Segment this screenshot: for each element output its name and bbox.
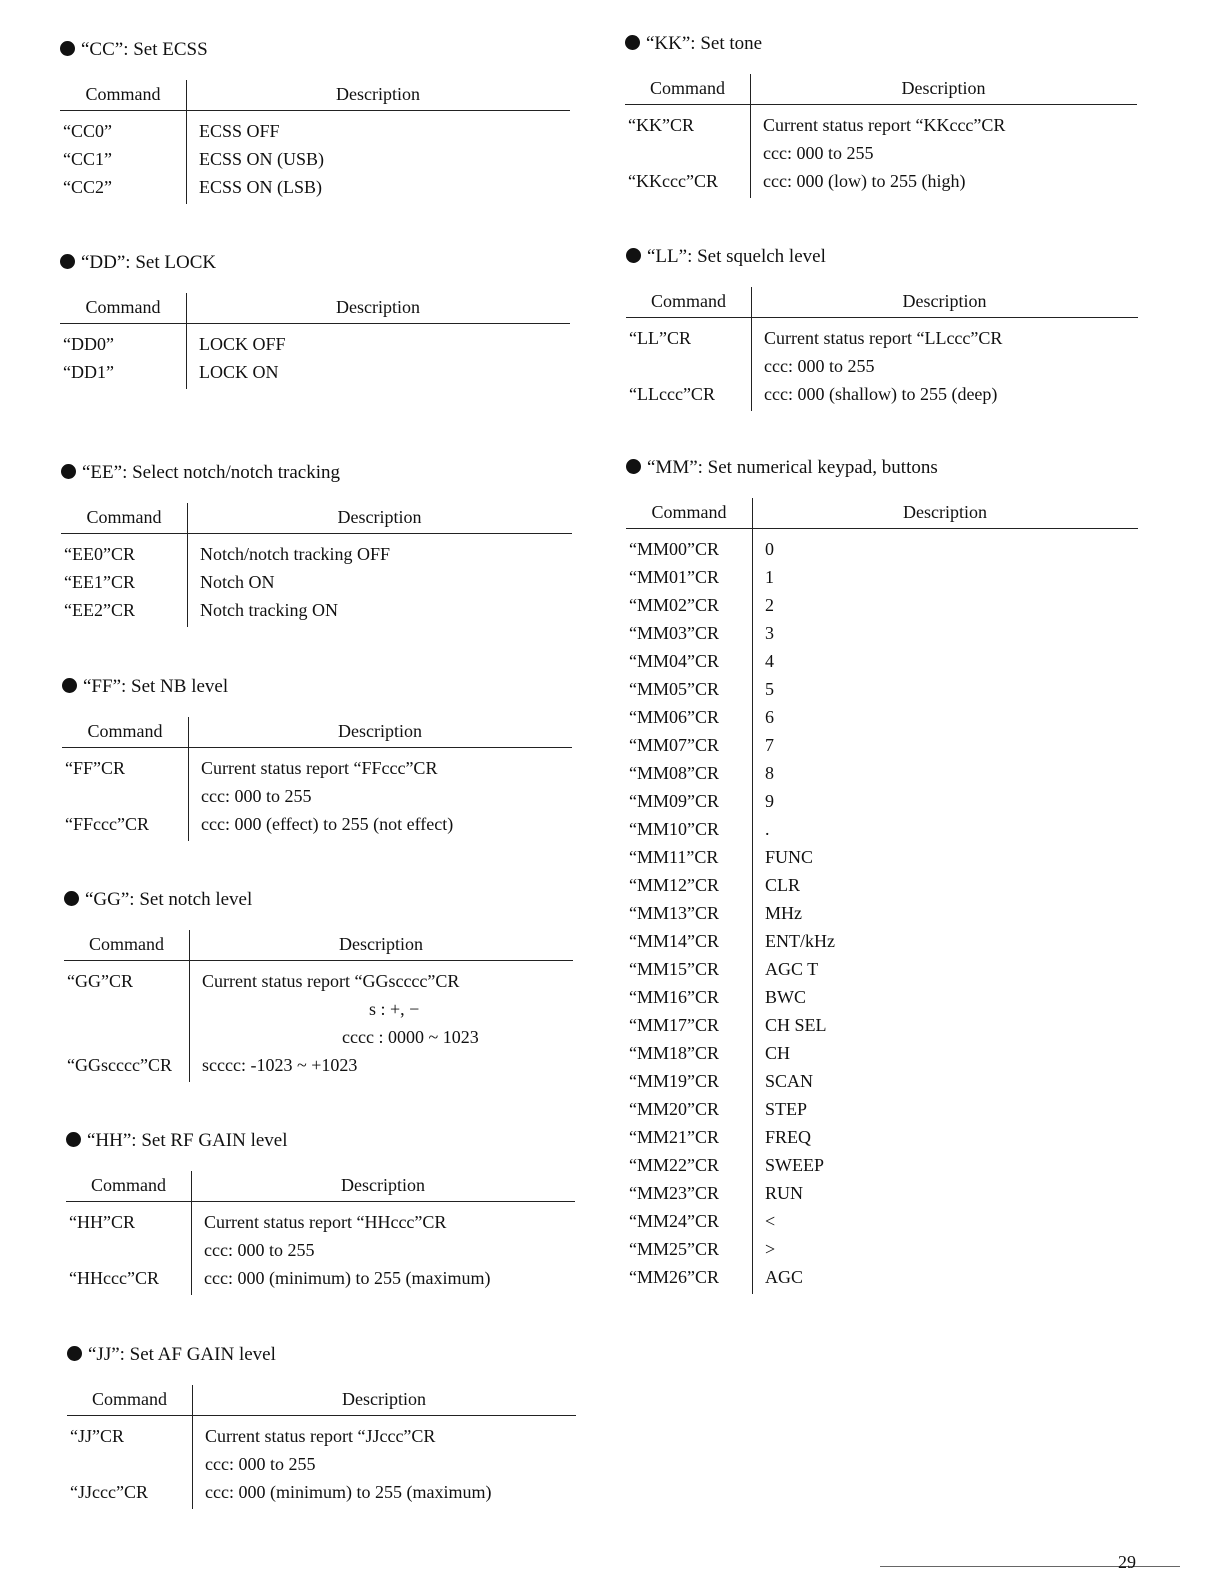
table-row bbox=[64, 1023, 573, 1051]
table-row bbox=[64, 967, 573, 995]
section-mm bbox=[626, 454, 1138, 1291]
command-cell: “JJccc”CR bbox=[70, 1482, 148, 1502]
command-cell: “MM17”CR bbox=[629, 1015, 719, 1035]
table-row bbox=[626, 1095, 1138, 1123]
table-row bbox=[625, 167, 1137, 195]
description-cell: Notch tracking ON bbox=[200, 600, 338, 620]
description-cell: 7 bbox=[765, 735, 774, 755]
bullet-icon bbox=[67, 1346, 82, 1361]
table-header bbox=[60, 293, 570, 324]
table-row bbox=[626, 955, 1138, 983]
page-number: 29 bbox=[1118, 1552, 1136, 1572]
column-header-command: Command bbox=[87, 721, 163, 741]
command-table bbox=[60, 80, 570, 201]
table-row bbox=[625, 111, 1137, 139]
command-cell: “MM00”CR bbox=[629, 539, 719, 559]
table-row bbox=[66, 1208, 575, 1236]
command-table bbox=[626, 498, 1138, 1291]
description-cell: 1 bbox=[765, 567, 774, 587]
description-cell: cccc : 0000 ~ 1023 bbox=[342, 1027, 479, 1047]
command-table bbox=[625, 74, 1137, 195]
command-cell: “MM04”CR bbox=[629, 651, 719, 671]
section-heading bbox=[60, 36, 570, 64]
description-cell: STEP bbox=[765, 1099, 808, 1119]
table-row bbox=[626, 324, 1138, 352]
description-cell: SWEEP bbox=[765, 1155, 825, 1175]
column-divider bbox=[192, 1385, 193, 1509]
command-cell: “GG”CR bbox=[67, 971, 133, 991]
column-divider bbox=[186, 80, 187, 204]
description-cell: RUN bbox=[765, 1183, 804, 1203]
column-divider bbox=[191, 1171, 192, 1295]
command-cell: “MM01”CR bbox=[629, 567, 719, 587]
command-table bbox=[66, 1171, 575, 1292]
description-cell: Notch/notch tracking OFF bbox=[200, 544, 390, 564]
section-heading-text: “FF”: Set NB level bbox=[83, 676, 229, 697]
column-divider bbox=[752, 498, 753, 1294]
bullet-icon bbox=[60, 254, 75, 269]
table-row bbox=[626, 1039, 1138, 1067]
table-row bbox=[62, 810, 572, 838]
table-row bbox=[626, 1067, 1138, 1095]
table-row bbox=[626, 843, 1138, 871]
section-heading-text: “GG”: Set notch level bbox=[85, 889, 253, 910]
section-heading bbox=[625, 30, 1137, 58]
table-row bbox=[626, 899, 1138, 927]
table-row bbox=[67, 1478, 576, 1506]
command-cell: “JJ”CR bbox=[70, 1426, 124, 1446]
command-cell: “MM12”CR bbox=[629, 875, 719, 895]
command-cell: “MM11”CR bbox=[629, 847, 719, 867]
table-body bbox=[625, 105, 1137, 195]
section-kk bbox=[625, 30, 1137, 195]
section-heading bbox=[67, 1341, 576, 1369]
section-heading-text: “EE”: Select notch/notch tracking bbox=[82, 462, 340, 483]
description-cell: ECSS ON (USB) bbox=[199, 149, 325, 169]
table-body bbox=[60, 324, 570, 386]
description-cell: ccc: 000 to 255 bbox=[763, 143, 874, 163]
command-cell: “DD0” bbox=[63, 334, 114, 354]
description-cell: AGC T bbox=[765, 959, 819, 979]
command-cell: “CC1” bbox=[63, 149, 112, 169]
description-cell: ccc: 000 to 255 bbox=[205, 1454, 316, 1474]
description-cell: Current status report “GGscccc”CR bbox=[202, 971, 460, 991]
table-row bbox=[626, 927, 1138, 955]
table-row bbox=[61, 568, 572, 596]
command-cell: “EE2”CR bbox=[64, 600, 135, 620]
section-heading bbox=[626, 454, 1138, 482]
description-cell: FUNC bbox=[765, 847, 814, 867]
description-cell: MHz bbox=[765, 903, 802, 923]
section-ff bbox=[62, 673, 572, 838]
section-heading-text: “CC”: Set ECSS bbox=[81, 39, 208, 60]
command-cell: “MM14”CR bbox=[629, 931, 719, 951]
table-row bbox=[626, 591, 1138, 619]
table-body bbox=[626, 318, 1138, 408]
description-cell: ccc: 000 (effect) to 255 (not effect) bbox=[201, 814, 454, 834]
table-row bbox=[62, 782, 572, 810]
table-header bbox=[60, 80, 570, 111]
description-cell: . bbox=[765, 819, 770, 839]
command-cell: “MM05”CR bbox=[629, 679, 719, 699]
bullet-icon bbox=[62, 678, 77, 693]
table-header bbox=[67, 1385, 576, 1416]
table-row bbox=[67, 1450, 576, 1478]
table-body bbox=[626, 529, 1138, 1291]
column-header-description: Description bbox=[903, 502, 987, 522]
table-header bbox=[62, 717, 572, 748]
command-cell: “HH”CR bbox=[69, 1212, 135, 1232]
column-divider bbox=[189, 930, 190, 1082]
section-heading-text: “MM”: Set numerical keypad, buttons bbox=[647, 457, 938, 478]
section-jj bbox=[67, 1341, 576, 1506]
description-cell: 9 bbox=[765, 791, 774, 811]
table-header bbox=[625, 74, 1137, 105]
table-row bbox=[626, 871, 1138, 899]
table-header bbox=[626, 287, 1138, 318]
section-heading bbox=[626, 243, 1138, 271]
command-cell: “MM25”CR bbox=[629, 1239, 719, 1259]
table-row bbox=[64, 995, 573, 1023]
command-cell: “KK”CR bbox=[628, 115, 694, 135]
column-divider bbox=[187, 503, 188, 627]
description-cell: 4 bbox=[765, 651, 774, 671]
column-divider bbox=[750, 74, 751, 198]
description-cell: LOCK ON bbox=[199, 362, 279, 382]
section-heading bbox=[62, 673, 572, 701]
bullet-icon bbox=[625, 35, 640, 50]
command-cell: “CC2” bbox=[63, 177, 112, 197]
table-row bbox=[60, 145, 570, 173]
description-cell: 8 bbox=[765, 763, 774, 783]
column-header-description: Description bbox=[336, 84, 420, 104]
table-row bbox=[64, 1051, 573, 1079]
description-cell: ccc: 000 to 255 bbox=[204, 1240, 315, 1260]
command-cell: “MM13”CR bbox=[629, 903, 719, 923]
table-header bbox=[61, 503, 572, 534]
bullet-icon bbox=[626, 248, 641, 263]
table-row bbox=[626, 535, 1138, 563]
description-cell: 0 bbox=[765, 539, 774, 559]
command-table bbox=[67, 1385, 576, 1506]
column-header-command: Command bbox=[85, 84, 161, 104]
column-divider bbox=[186, 293, 187, 389]
bullet-icon bbox=[64, 891, 79, 906]
table-row bbox=[626, 1235, 1138, 1263]
description-cell: LOCK OFF bbox=[199, 334, 286, 354]
bullet-icon bbox=[626, 459, 641, 474]
column-divider bbox=[751, 287, 752, 411]
command-cell: “MM15”CR bbox=[629, 959, 719, 979]
description-cell: FREQ bbox=[765, 1127, 812, 1147]
command-cell: “LLccc”CR bbox=[629, 384, 715, 404]
command-table bbox=[61, 503, 572, 624]
table-row bbox=[626, 675, 1138, 703]
section-heading bbox=[60, 249, 570, 277]
table-row bbox=[626, 380, 1138, 408]
description-cell: scccc: -1023 ~ +1023 bbox=[202, 1055, 358, 1075]
section-dd bbox=[60, 249, 570, 386]
table-row bbox=[626, 563, 1138, 591]
command-cell: “MM21”CR bbox=[629, 1127, 719, 1147]
table-body bbox=[64, 961, 573, 1079]
command-cell: “FF”CR bbox=[65, 758, 126, 778]
table-row bbox=[626, 1207, 1138, 1235]
command-cell: “MM06”CR bbox=[629, 707, 719, 727]
description-cell: Current status report “FFccc”CR bbox=[201, 758, 438, 778]
description-cell: ccc: 000 (low) to 255 (high) bbox=[763, 171, 966, 191]
description-cell: CH bbox=[765, 1043, 791, 1063]
description-cell: ENT/kHz bbox=[765, 931, 835, 951]
table-row bbox=[626, 815, 1138, 843]
table-row bbox=[626, 787, 1138, 815]
description-cell: AGC bbox=[765, 1267, 804, 1287]
command-table bbox=[60, 293, 570, 386]
description-cell: 6 bbox=[765, 707, 774, 727]
column-header-command: Command bbox=[85, 297, 161, 317]
command-cell: “MM07”CR bbox=[629, 735, 719, 755]
command-cell: “MM20”CR bbox=[629, 1099, 719, 1119]
command-cell: “MM26”CR bbox=[629, 1267, 719, 1287]
description-cell: ccc: 000 (minimum) to 255 (maximum) bbox=[204, 1268, 491, 1288]
column-header-command: Command bbox=[650, 78, 725, 98]
table-row bbox=[61, 596, 572, 624]
command-cell: “MM16”CR bbox=[629, 987, 719, 1007]
description-cell: Current status report “HHccc”CR bbox=[204, 1212, 447, 1232]
table-row bbox=[625, 139, 1137, 167]
table-row bbox=[626, 1123, 1138, 1151]
table-row bbox=[626, 1263, 1138, 1291]
description-cell: 3 bbox=[765, 623, 774, 643]
description-cell: Notch ON bbox=[200, 572, 275, 592]
command-cell: “MM24”CR bbox=[629, 1211, 719, 1231]
section-ee bbox=[61, 459, 572, 624]
description-cell: ccc: 000 (minimum) to 255 (maximum) bbox=[205, 1482, 492, 1502]
column-header-description: Description bbox=[342, 1389, 426, 1409]
table-row bbox=[60, 173, 570, 201]
description-cell: s : +, − bbox=[369, 999, 420, 1019]
column-header-command: Command bbox=[651, 291, 726, 311]
description-cell: Current status report “KKccc”CR bbox=[763, 115, 1006, 135]
description-cell: ccc: 000 (shallow) to 255 (deep) bbox=[764, 384, 998, 404]
table-row bbox=[60, 330, 570, 358]
section-heading bbox=[61, 459, 572, 487]
section-heading-text: “DD”: Set LOCK bbox=[81, 252, 217, 273]
table-row bbox=[626, 647, 1138, 675]
table-header bbox=[626, 498, 1138, 529]
section-heading-text: “KK”: Set tone bbox=[646, 33, 763, 54]
column-header-description: Description bbox=[338, 721, 422, 741]
table-body bbox=[62, 748, 572, 838]
description-cell: ccc: 000 to 255 bbox=[764, 356, 875, 376]
command-cell: “MM08”CR bbox=[629, 763, 719, 783]
description-cell: CLR bbox=[765, 875, 801, 895]
column-divider bbox=[188, 717, 189, 841]
command-cell: “GGscccc”CR bbox=[67, 1055, 172, 1075]
table-row bbox=[626, 983, 1138, 1011]
column-header-command: Command bbox=[91, 1175, 166, 1195]
description-cell: BWC bbox=[765, 987, 807, 1007]
column-header-description: Description bbox=[902, 291, 987, 311]
command-cell: “KKccc”CR bbox=[628, 171, 718, 191]
bullet-icon bbox=[60, 41, 75, 56]
section-cc bbox=[60, 36, 570, 201]
table-body bbox=[66, 1202, 575, 1292]
column-header-command: Command bbox=[86, 507, 162, 527]
command-table bbox=[62, 717, 572, 838]
table-row bbox=[626, 759, 1138, 787]
section-heading-text: “JJ”: Set AF GAIN level bbox=[88, 1344, 276, 1365]
section-hh bbox=[66, 1127, 575, 1292]
section-gg bbox=[64, 886, 573, 1079]
command-cell: “MM18”CR bbox=[629, 1043, 719, 1063]
command-cell: “MM23”CR bbox=[629, 1183, 719, 1203]
table-body bbox=[67, 1416, 576, 1506]
table-row bbox=[626, 731, 1138, 759]
command-cell: “DD1” bbox=[63, 362, 114, 382]
table-header bbox=[64, 930, 573, 961]
description-cell: < bbox=[765, 1211, 776, 1231]
command-cell: “EE1”CR bbox=[64, 572, 135, 592]
command-cell: “FFccc”CR bbox=[65, 814, 149, 834]
table-row bbox=[626, 619, 1138, 647]
table-row bbox=[62, 754, 572, 782]
table-row bbox=[626, 1011, 1138, 1039]
command-cell: “CC0” bbox=[63, 121, 112, 141]
description-cell: > bbox=[765, 1239, 776, 1259]
bullet-icon bbox=[66, 1132, 81, 1147]
description-cell: Current status report “JJccc”CR bbox=[205, 1426, 436, 1446]
table-row bbox=[626, 1151, 1138, 1179]
table-row bbox=[66, 1264, 575, 1292]
column-header-description: Description bbox=[336, 297, 420, 317]
column-header-command: Command bbox=[651, 502, 727, 522]
section-heading-text: “HH”: Set RF GAIN level bbox=[87, 1130, 288, 1151]
table-row bbox=[61, 540, 572, 568]
command-cell: “MM19”CR bbox=[629, 1071, 719, 1091]
command-table bbox=[626, 287, 1138, 408]
description-cell: SCAN bbox=[765, 1071, 814, 1091]
description-cell: ccc: 000 to 255 bbox=[201, 786, 312, 806]
description-cell: Current status report “LLccc”CR bbox=[764, 328, 1003, 348]
section-heading bbox=[66, 1127, 575, 1155]
table-body bbox=[61, 534, 572, 624]
command-cell: “MM22”CR bbox=[629, 1155, 719, 1175]
command-cell: “MM03”CR bbox=[629, 623, 719, 643]
table-row bbox=[66, 1236, 575, 1264]
command-cell: “HHccc”CR bbox=[69, 1268, 159, 1288]
bullet-icon bbox=[61, 464, 76, 479]
description-cell: ECSS ON (LSB) bbox=[199, 177, 323, 197]
table-body bbox=[60, 111, 570, 201]
description-cell: CH SEL bbox=[765, 1015, 827, 1035]
table-row bbox=[60, 117, 570, 145]
command-cell: “MM02”CR bbox=[629, 595, 719, 615]
command-cell: “MM10”CR bbox=[629, 819, 719, 839]
table-row bbox=[626, 352, 1138, 380]
description-cell: 2 bbox=[765, 595, 774, 615]
column-header-description: Description bbox=[341, 1175, 425, 1195]
description-cell: 5 bbox=[765, 679, 774, 699]
column-header-description: Description bbox=[339, 934, 423, 954]
command-cell: “EE0”CR bbox=[64, 544, 135, 564]
section-ll bbox=[626, 243, 1138, 408]
table-row bbox=[626, 1179, 1138, 1207]
column-header-command: Command bbox=[92, 1389, 167, 1409]
column-header-command: Command bbox=[89, 934, 164, 954]
section-heading bbox=[64, 886, 573, 914]
column-header-description: Description bbox=[337, 507, 422, 527]
command-cell: “LL”CR bbox=[629, 328, 691, 348]
table-row bbox=[60, 358, 570, 386]
table-header bbox=[66, 1171, 575, 1202]
section-heading-text: “LL”: Set squelch level bbox=[647, 246, 826, 267]
command-table bbox=[64, 930, 573, 1079]
column-header-description: Description bbox=[901, 78, 986, 98]
table-row bbox=[67, 1422, 576, 1450]
table-row bbox=[626, 703, 1138, 731]
command-cell: “MM09”CR bbox=[629, 791, 719, 811]
description-cell: ECSS OFF bbox=[199, 121, 280, 141]
